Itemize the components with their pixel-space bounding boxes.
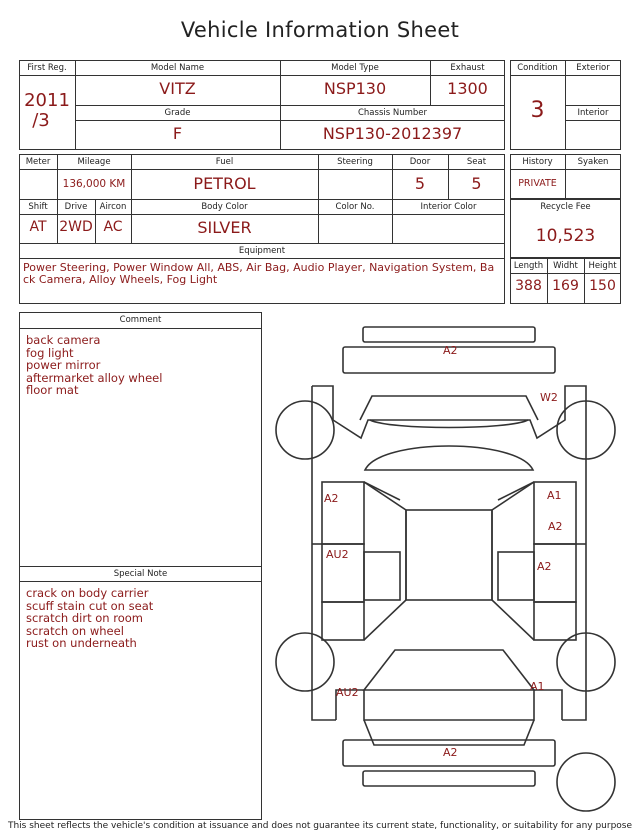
syaken-label: Syaken [577, 157, 609, 167]
drive-label: Drive [64, 202, 88, 212]
first-reg-year: 2011 [24, 90, 70, 111]
width-label: Widht [553, 261, 578, 271]
mark-right-front-door-top: A1 [547, 489, 562, 502]
mark-right-front-door-bottom: A2 [548, 520, 563, 533]
special-note-item: rust on underneath [26, 636, 137, 650]
height-value: 150 [589, 278, 616, 294]
interior-label: Interior [577, 108, 609, 118]
special-note-item: crack on body carrier [26, 586, 149, 600]
grade-value: F [172, 124, 183, 143]
condition-value: 3 [530, 98, 545, 123]
shift-value: AT [29, 219, 47, 235]
special-note-item: scratch dirt on room [26, 611, 143, 625]
aircon-value: AC [103, 219, 123, 235]
history-label: History [522, 157, 553, 167]
mark-right-rear-quarter: A1 [530, 680, 545, 693]
first-reg-month: /3 [32, 110, 50, 131]
condition-label: Condition [517, 63, 558, 73]
aircon-label: Aircon [99, 202, 127, 212]
equipment-line-1: Power Steering, Power Window All, ABS, Air Bag, Audio Player, Navigation System, Ba [23, 261, 495, 274]
comment-item: aftermarket alloy wheel [26, 370, 163, 385]
grade-label: Grade [164, 108, 191, 118]
model-name-label: Model Name [150, 63, 205, 73]
steering-label: Steering [337, 157, 373, 167]
mark-rear-bumper: A2 [443, 746, 458, 759]
shift-label: Shift [28, 202, 48, 212]
chassis-label: Chassis Number [357, 108, 428, 118]
fuel-label: Fuel [215, 157, 234, 167]
mark-front-bumper: A2 [443, 344, 458, 357]
fuel-value: PETROL [193, 174, 256, 193]
length-value: 388 [515, 278, 542, 294]
equipment-line-2: ck Camera, Alloy Wheels, Fog Light [23, 273, 218, 286]
body-color-label: Body Color [201, 202, 248, 212]
mark-left-front-door: A2 [324, 492, 339, 505]
width-value: 169 [552, 278, 579, 294]
drive-value: 2WD [59, 219, 93, 235]
mileage-label: Mileage [77, 157, 111, 167]
exhaust-value: 1300 [447, 79, 488, 98]
seat-value: 5 [471, 174, 482, 193]
mark-left-rear-quarter: AU2 [336, 686, 359, 699]
recycle-fee-value: 10,523 [535, 226, 596, 246]
comment-label: Comment [119, 315, 162, 325]
model-name: VITZ [159, 79, 196, 98]
special-note-item: scuff stain cut on seat [26, 598, 154, 613]
model-type-label: Model Type [331, 63, 379, 73]
mark-front-right-fender: W2 [540, 391, 558, 404]
color-no-label: Color No. [335, 202, 375, 212]
meter-label: Meter [25, 157, 51, 167]
chassis-number: NSP130-2012397 [322, 124, 463, 143]
height-label: Height [588, 261, 617, 271]
exhaust-label: Exhaust [450, 63, 485, 73]
comment-item: fog light [26, 345, 74, 360]
comment-item: back camera [26, 333, 101, 347]
disclaimer-footer: This sheet reflects the vehicle's condition at issuance and does not guarantee its current state, functionality, or suitability for any purpose [7, 821, 633, 831]
page-title: Vehicle Information Sheet [180, 18, 460, 42]
special-note-label: Special Note [113, 569, 168, 579]
history-value: PRIVATE [518, 178, 557, 189]
seat-label: Seat [466, 157, 487, 167]
model-type: NSP130 [323, 79, 387, 98]
equipment-label: Equipment [238, 246, 286, 256]
door-value: 5 [414, 174, 426, 193]
recycle-fee-label: Recycle Fee [540, 202, 591, 212]
exterior-label: Exterior [576, 63, 610, 73]
comment-item: floor mat [26, 383, 79, 397]
first-reg-label: First Reg. [27, 63, 67, 73]
mark-left-rear-door: AU2 [326, 548, 349, 561]
special-note-item: scratch on wheel [26, 623, 124, 638]
door-label: Door [409, 157, 431, 167]
interior-color-label: Interior Color [420, 202, 477, 212]
mark-right-rear-door: A2 [537, 560, 552, 573]
body-color-value: SILVER [197, 218, 252, 237]
mileage-value: 136,000 KM [62, 178, 126, 190]
length-label: Length [513, 261, 544, 271]
comment-item: power mirror [26, 358, 101, 372]
